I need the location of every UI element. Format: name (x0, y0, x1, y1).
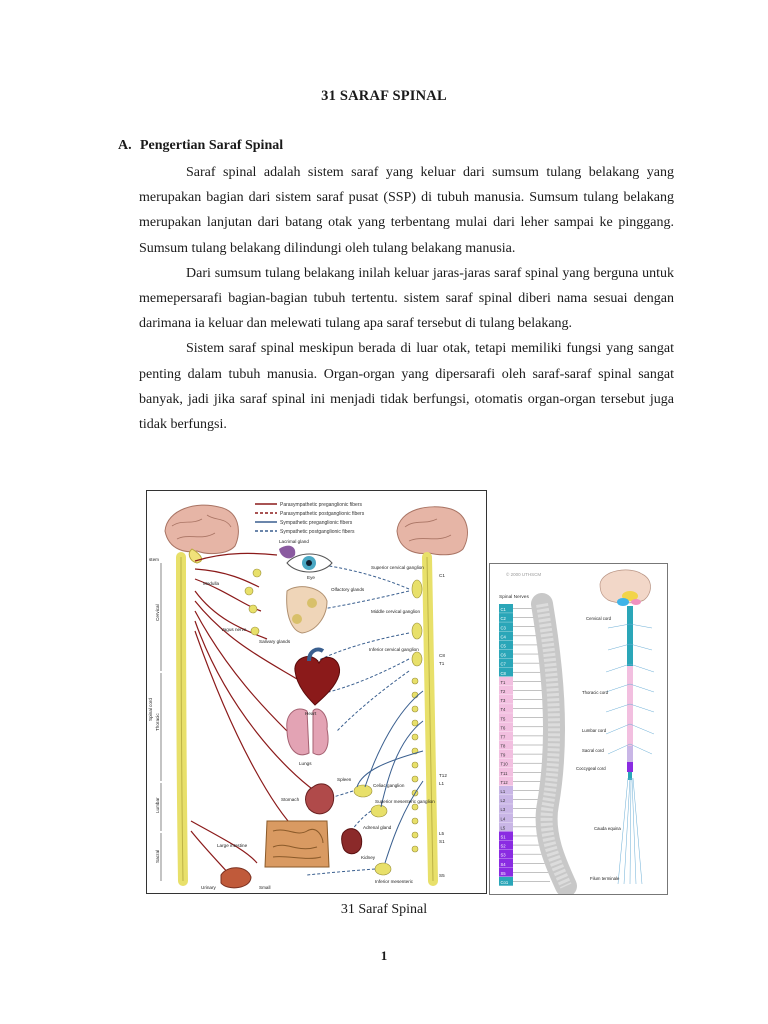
right-brain-illustration (397, 507, 467, 555)
segment-label: T12 (500, 779, 508, 785)
section-heading-text: Pengertian Saraf Spinal (140, 138, 284, 153)
segment-label: T5 (500, 716, 506, 722)
label-superior-cervical: Superior cervical ganglion (371, 565, 424, 570)
bladder-illustration (221, 868, 251, 888)
paragraph: Dari sumsum tulang belakang inilah keluar jaras-jaras saraf spinal yang berguna untuk memepersarafi bagian-bagian tubuh tertentu. sistem saraf spinal diberi nama sesuai dengan darimana ia keluar dan melewati tulang apa saraf tersebut di tulang belakang. (139, 265, 674, 332)
segment-label: T10 (500, 761, 508, 767)
kidney-illustration (342, 829, 362, 854)
label-sacral: Sacral (155, 849, 160, 863)
label-large-intestine: Large intestine (217, 843, 248, 848)
label-inferior-mesenteric: Inferior mesenteric (375, 879, 414, 884)
segment-label: T11 (500, 770, 508, 776)
label-middle-cervical: Middle cervical ganglion (371, 609, 421, 614)
segment-label: T4 (500, 707, 506, 713)
segment-label: T1 (500, 679, 506, 685)
label-thoracic-cord: Thoracic cord (582, 690, 609, 695)
label-t12: T12 (439, 773, 447, 778)
label-stomach: Stomach (281, 797, 300, 802)
segment-label: S1 (500, 834, 506, 840)
label-coccygeal-cord: Coccygeal cord (576, 766, 606, 771)
label-lacrimal: Lacrimal gland (279, 539, 309, 544)
label-c1: C1 (439, 573, 445, 578)
label-olfactory: Olfactory glands (331, 587, 365, 592)
segment-bars (499, 604, 513, 886)
figure-caption: 31 Saraf Spinal (340, 902, 428, 917)
label-eye: Eye (307, 575, 315, 580)
legend-label: Sympathetic postganglionic fibers (280, 529, 355, 535)
legend-label: Parasympathetic preganglionic fibers (280, 502, 362, 508)
label-cervical: Cervical (155, 604, 160, 621)
autonomic-diagram (147, 491, 486, 893)
page-number: 1 (380, 948, 388, 963)
spinal-nerves-figure (489, 563, 668, 895)
segment-label: S4 (500, 861, 506, 867)
segment-label: T8 (500, 743, 506, 749)
segment-label: Co1 (500, 880, 509, 885)
label-celiac: Celiac ganglion (373, 783, 405, 788)
copyright-label: © 2000 UTHSCM (506, 572, 542, 577)
segment-label: C5 (500, 643, 506, 649)
spinal-cord-colored (627, 606, 633, 780)
segment-label: C4 (500, 634, 506, 640)
label-thoracic: Thoracic (155, 713, 160, 731)
label-urinary: Urinary (201, 885, 216, 890)
label-adrenal: Adrenal gland (363, 825, 392, 830)
segment-label: T9 (500, 752, 506, 758)
segment-label: T6 (500, 725, 506, 731)
label-heart: Heart (305, 711, 317, 716)
label-brainstem: stem (149, 557, 159, 562)
legend-label: Parasympathetic postganglionic fibers (280, 511, 365, 517)
section-number: A. (118, 138, 132, 153)
paragraph: Saraf spinal adalah sistem saraf yang keluar dari sumsum tulang belakang yang merupakan bagian dari sistem saraf pusat (SSP) di tubuh manusia. Sumsum tulang belakang merupakan lanjutan dari batang otak yang terbentang mulai dari leher sampai ke pinggang. Sumsum tulang belakang dilindungi oleh tulang belakang manusia. (139, 165, 674, 256)
segment-label: T2 (500, 688, 506, 694)
section-heading (118, 138, 283, 154)
label-inferior-cervical: Inferior cervical ganglion (369, 647, 419, 652)
autonomic-nerves-figure (146, 490, 487, 894)
segment-label: L5 (500, 825, 506, 831)
label-l1: L1 (439, 781, 445, 786)
segment-label: L2 (500, 798, 506, 804)
segment-label: C3 (500, 625, 506, 631)
legend-label: Sympathetic preganglionic fibers (280, 520, 353, 526)
label-kidney: Kidney (361, 855, 376, 860)
segment-label: C8 (500, 670, 506, 676)
segment-label: L1 (500, 789, 506, 795)
label-lungs: Lungs (299, 761, 312, 766)
label-cervical-cord: Cervical cord (586, 616, 612, 621)
label-lumbar-cord: Lumbar cord (582, 728, 607, 733)
label-cauda-equina: Cauda equina (594, 826, 621, 831)
label-l5: L5 (439, 831, 445, 836)
page-title: 31 SARAF SPINAL (321, 88, 447, 104)
segment-label: T3 (500, 698, 506, 704)
label-sacral-cord: Sacral cord (582, 748, 604, 753)
segment-label: T7 (500, 734, 506, 740)
spinal-segments-diagram (490, 564, 667, 894)
label-superior-mesenteric: Superior mesenteric ganglion (375, 799, 435, 804)
segment-label: C7 (500, 661, 506, 667)
label-filum-terminale: Filum terminale (590, 876, 620, 881)
segment-label: C6 (500, 652, 506, 658)
segment-label: L4 (500, 816, 506, 822)
label-s1: S1 (439, 839, 445, 844)
label-medulla: Medulla (203, 581, 220, 586)
label-spleen: Spleen (337, 777, 352, 782)
paragraph: Sistem saraf spinal meskipun berada di luar otak, tetapi memiliki fungsi yang sangat penting dalam tubuh manusia. Organ-organ yang dipersarafi oleh saraf-saraf spinal sangat banyak, jadi jika saraf spinal ini menjadi tidak berfungsi, otomatis organ-organ tersebut juga tidak berfungsi. (139, 341, 674, 433)
label-t1: T1 (439, 661, 445, 666)
segment-label: C2 (500, 616, 506, 622)
segment-label: S5 (500, 870, 506, 876)
label-salivary: Salivary glands (259, 639, 291, 644)
segment-label: S2 (500, 843, 506, 849)
segment-label: L3 (500, 807, 506, 813)
label-lumbar: Lumbar (155, 797, 160, 813)
label-c8: C8 (439, 653, 445, 658)
body-text (139, 160, 674, 437)
segment-label: C1 (500, 607, 506, 613)
spinal-nerves-title: Spinal Nerves (499, 595, 529, 600)
label-small: Small (259, 885, 271, 890)
label-spinal-cord: Spinal cord (148, 698, 153, 721)
label-s5: S5 (439, 873, 445, 878)
label-vagus: Vagus nerve (221, 627, 247, 632)
intestines-illustration (265, 821, 329, 867)
segment-label: S3 (500, 852, 506, 858)
